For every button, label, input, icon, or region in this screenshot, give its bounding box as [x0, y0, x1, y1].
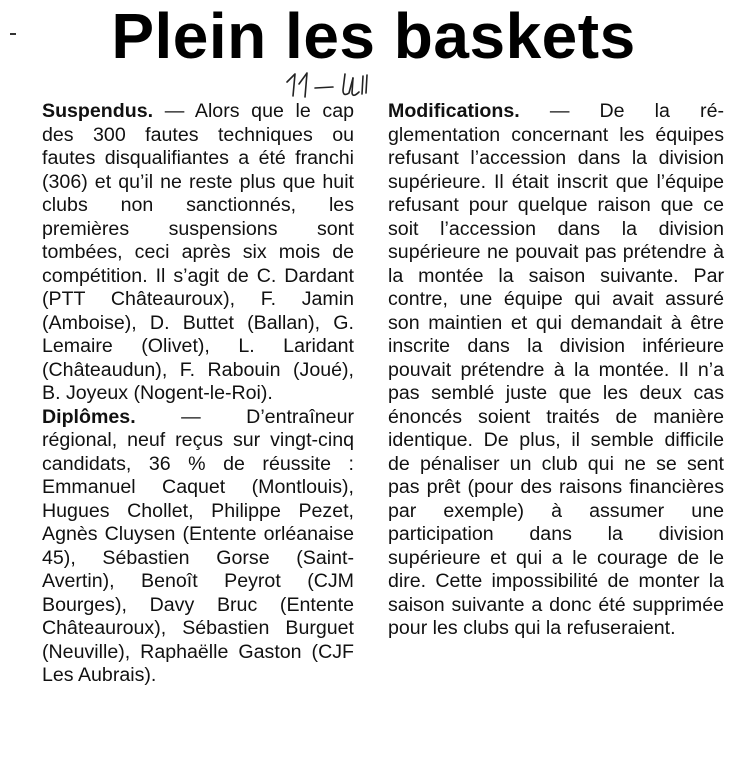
section-body: — De la réglementation concernant les équipes refusant l’accession dans la division supérieure. Il était inscrit que l’équipe refusant pour quelque raison que ce soit l’accession dans la division supérieure ne pouvait pas prétendre à la montée la saison suivante. Par contre, une équipe qui avait assuré son maintien et qui demandait à être inscrite dans la division inférieure pouvait prétendre à la montée. Il n’a pas semblé juste que les deux cas énoncés soient traités de manière identique. De plus, il semble difficile de pénaliser un club qui ne se sent pas prêt (pour des raisons financières par exemple) à assumer une participation dans la division supérieure et qui a le courage de le dire. Cette impossibilité de monter la saison suivante a donc été supprimée pour les clubs qui la refuseraient. — [388, 100, 724, 639]
article-headline: Plein les baskets — [111, 0, 636, 72]
section-body: — Alors que le cap des 300 fautes techniques ou fautes disqualifiantes a été franchi (306) et qu’il ne reste plus que huit clubs non sanctionnés, les premières suspensions sont tombées, ceci après six mois de compétition. Il s’agit de C. Dardant (PTT Châteauroux), F. Jamin (Amboise), D. Buttet (Ballan), G. Lemaire (Olivet), L. Laridant (Châteaudun), F. Rabouin (Joué), B. Joyeux (Nogent-le-Roi). — [42, 100, 354, 404]
section-suspendus — [42, 100, 354, 406]
article-column-right — [388, 100, 724, 641]
section-modifications — [388, 100, 724, 641]
section-lead: Diplômes. — [42, 405, 136, 428]
section-body: — D’entraîneur régional, neuf reçus sur vingt-cinq candidats, 36 % de réussite : Emmanuel Caquet (Montlouis), Hugues Chollet, Philippe Pezet, Agnès Cluysen (Entente orléanaise 45), Sébastien Gorse (Saint-Avertin), Benoît Peyrot (CJM Bourges), Davy Bruc (Entente Châteauroux), Sébastien Burguet (Neuville), Raphaëlle Gaston (CJF Les Aubrais). — [42, 405, 354, 686]
article-column-left — [42, 100, 354, 688]
margin-mark — [10, 33, 16, 35]
section-diplomes — [42, 406, 354, 688]
section-lead: Suspendus. — [42, 100, 154, 122]
section-lead: Modifications. — [388, 100, 520, 122]
